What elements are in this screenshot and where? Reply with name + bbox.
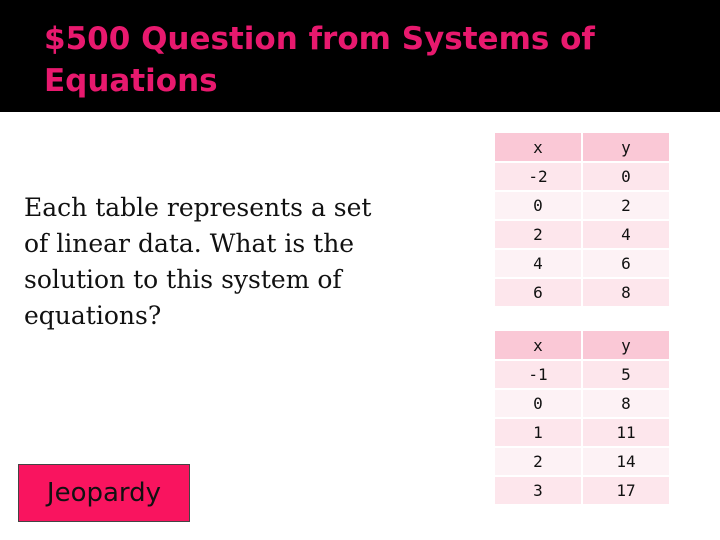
data-table-2 (494, 330, 670, 505)
table-cell-y: 11 (582, 418, 670, 447)
table-cell-y: 17 (582, 476, 670, 505)
table-row (494, 360, 670, 389)
table-cell-y: 6 (582, 249, 670, 278)
table-row (494, 476, 670, 505)
table-cell-y: 14 (582, 447, 670, 476)
table-cell-x: -1 (494, 360, 582, 389)
table-header-row (494, 132, 670, 162)
table-cell-x: 2 (494, 447, 582, 476)
table-row (494, 418, 670, 447)
table-cell-x: 1 (494, 418, 582, 447)
table-cell-x: 0 (494, 389, 582, 418)
table-header-x: x (494, 330, 582, 360)
table-row (494, 278, 670, 307)
title-bar (0, 0, 720, 112)
table-cell-y: 8 (582, 278, 670, 307)
table-cell-x: -2 (494, 162, 582, 191)
table-header-x: x (494, 132, 582, 162)
table-cell-x: 6 (494, 278, 582, 307)
table-cell-x: 3 (494, 476, 582, 505)
table-header-y: y (582, 330, 670, 360)
table-cell-y: 8 (582, 389, 670, 418)
table-cell-y: 4 (582, 220, 670, 249)
table-row (494, 249, 670, 278)
jeopardy-button[interactable]: Jeopardy (18, 464, 190, 522)
table-header-row (494, 330, 670, 360)
question-text: Each table represents a set of linear data. What is the solution to this system of equations? (24, 193, 372, 330)
table-row (494, 220, 670, 249)
table-cell-x: 2 (494, 220, 582, 249)
slide-title-line-1: $500 Question from Systems of (44, 21, 595, 57)
table-header-y: y (582, 132, 670, 162)
table-row (494, 389, 670, 418)
data-table-1 (494, 132, 670, 307)
slide-title-line-2: Equations (44, 63, 218, 99)
table-row (494, 191, 670, 220)
table-cell-y: 5 (582, 360, 670, 389)
table-cell-y: 2 (582, 191, 670, 220)
slide-title (44, 18, 684, 102)
table-cell-x: 0 (494, 191, 582, 220)
table-row (494, 447, 670, 476)
table-cell-x: 4 (494, 249, 582, 278)
table-row (494, 162, 670, 191)
table-cell-y: 0 (582, 162, 670, 191)
